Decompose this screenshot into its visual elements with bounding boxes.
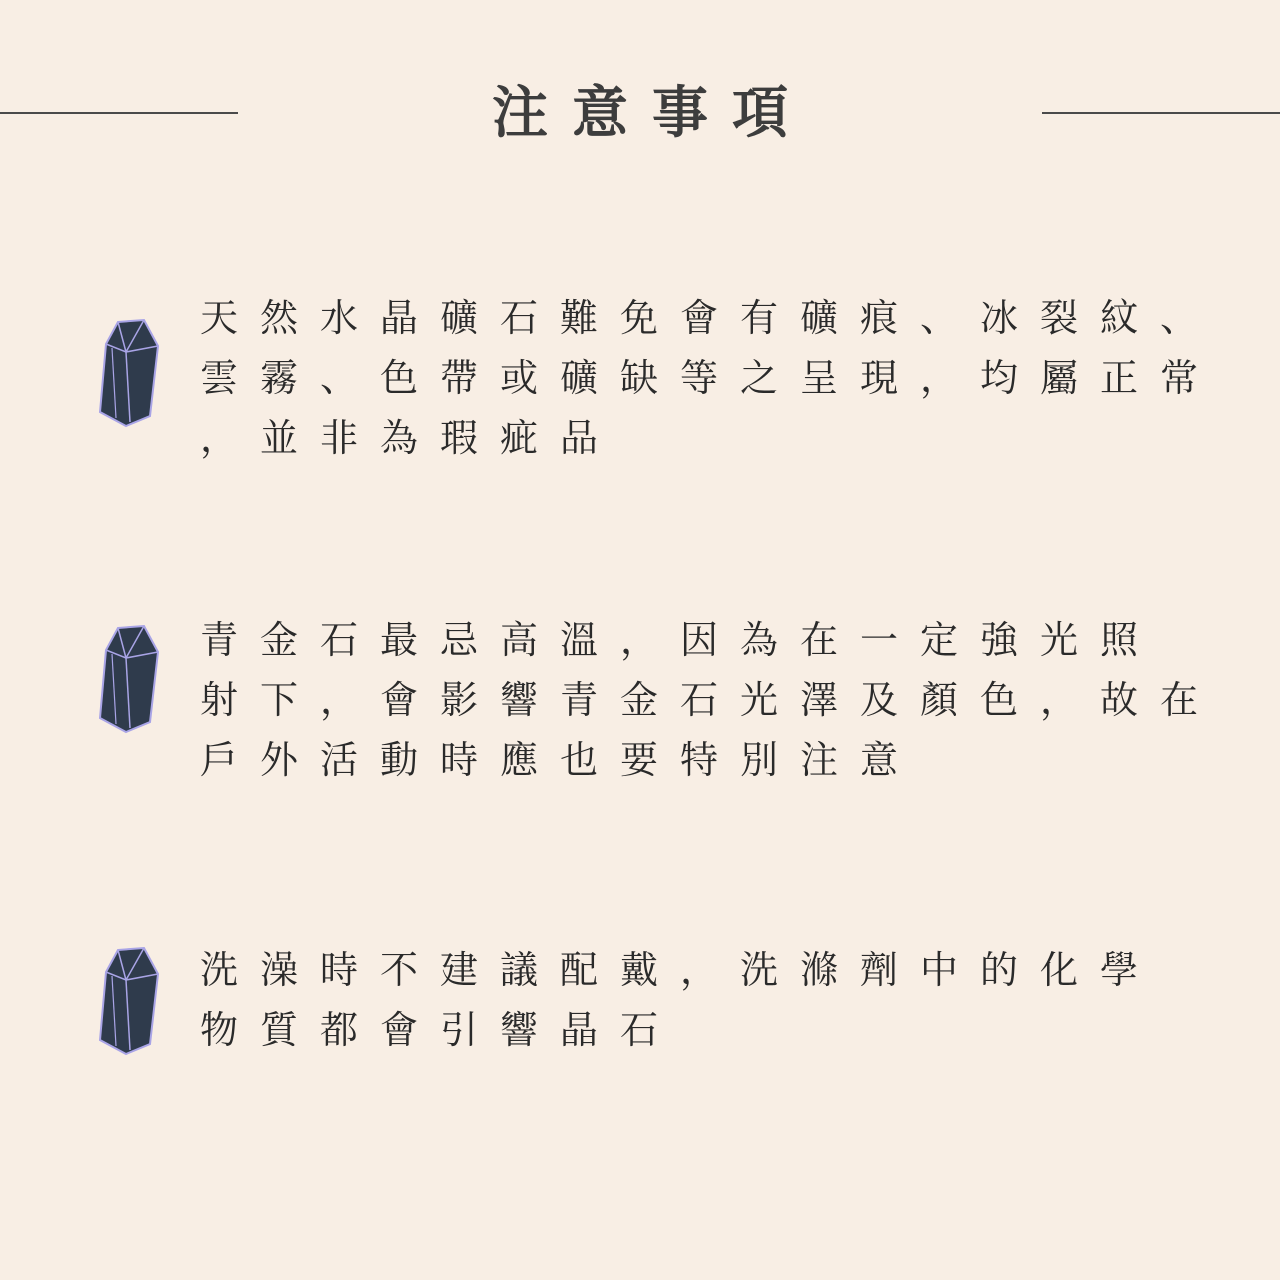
note-line: 青金石最忌高溫，因為在一定強光照 [200, 618, 1161, 662]
note-line: 戶外活動時應也要特別注意 [200, 738, 921, 782]
note-line: 物質都會引響晶石 [200, 1008, 681, 1052]
page-title: 注意事項 [492, 80, 812, 146]
note-text [200, 940, 1180, 1060]
note-line: 雲霧、色帶或礦缺等之呈現，均屬正常 [200, 356, 1221, 400]
crystal-icon [96, 946, 162, 1056]
note-text [200, 610, 1221, 790]
note-line: ，並非為瑕疵品 [200, 416, 621, 460]
note-line: 射下，會影響青金石光澤及顏色，故在 [200, 678, 1221, 722]
note-line: 天然水晶礦石難免會有礦痕、冰裂紋、 [200, 296, 1221, 340]
crystal-icon [96, 624, 162, 734]
note-line: 洗澡時不建議配戴，洗滌劑中的化學 [200, 948, 1161, 992]
crystal-icon [96, 318, 162, 428]
note-text [200, 288, 1221, 468]
